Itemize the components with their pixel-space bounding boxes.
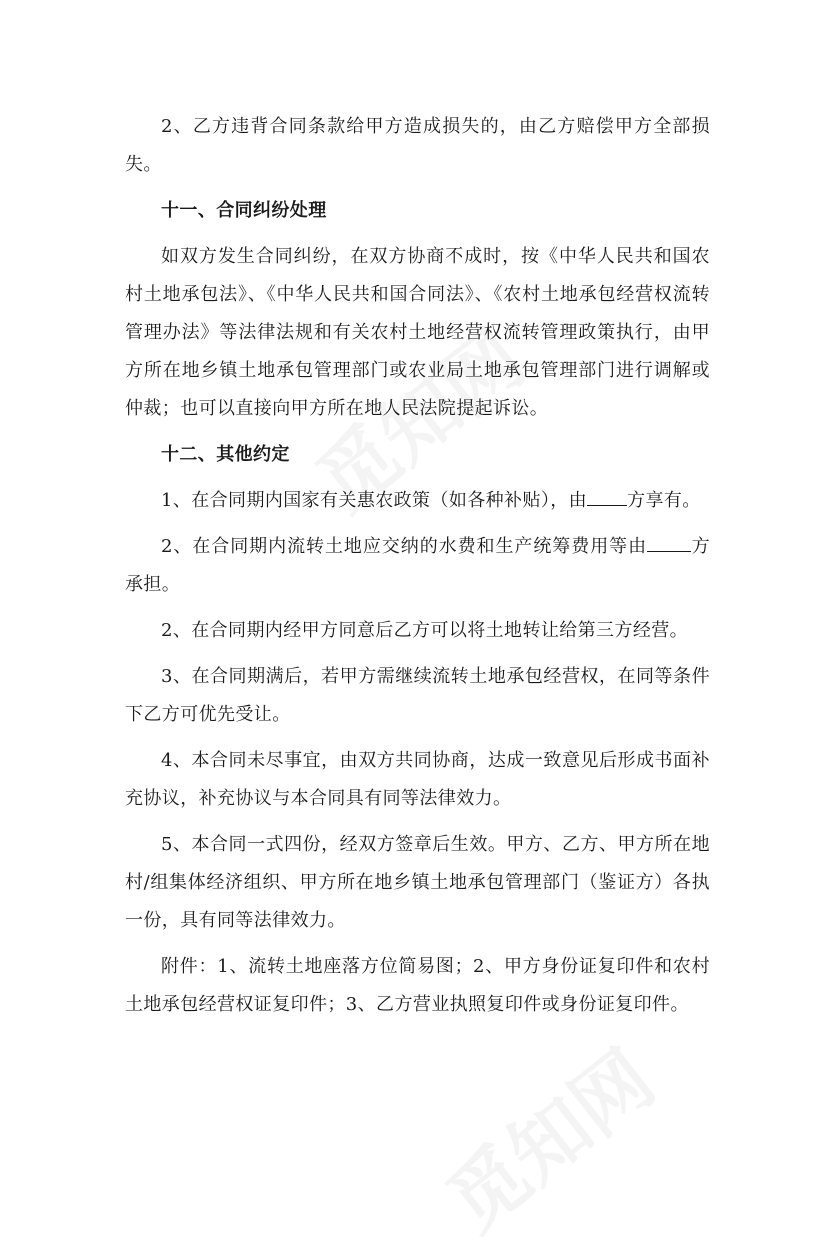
document-body — [125, 108, 710, 1032]
other-terms-item-2 — [125, 528, 710, 604]
section-heading-11: 十一、合同纠纷处理 — [161, 200, 327, 221]
item-1-text: 1、在合同期内国家有关惠农政策（如各种补贴），由 — [161, 490, 588, 511]
watermark-lower — [420, 1020, 673, 1252]
item-2-text-end: 方承担。 — [125, 536, 710, 595]
attachments-paragraph: 附件：1、流转土地座落方位简易图；2、甲方身份证复印件和农村土地承包经营权证复印件；3、乙方营业执照复印件或身份证复印件。 — [125, 956, 710, 1015]
section-heading-12: 十二、其他约定 — [161, 444, 290, 465]
item-2-text: 2、在合同期内流转土地应交纳的水费和生产统筹费用等由 — [161, 536, 648, 557]
dispute-resolution-paragraph: 如双方发生合同纠纷，在双方协商不成时，按《中华人民共和国农村土地承包法》、《中华人民共和国合同法》、《农村土地承包经营权流转管理办法》等法律法规和有关农村土地经营权流转管理政策执行，由甲方所在地乡镇土地承包管理部门或农业局土地承包管理部门进行调解或仲裁；也可以直接向甲方所在地人民法院提起诉讼。 — [125, 246, 710, 419]
item-1-text-end: 方享有。 — [627, 490, 701, 511]
other-terms-item-3: 3、在合同期满后，若甲方需继续流转土地承包经营权，在同等条件下乙方可优先受让。 — [125, 666, 710, 725]
other-terms-item-2b: 2、在合同期内经甲方同意后乙方可以将土地转让给第三方经营。 — [161, 620, 689, 641]
clause-10-item-2: 2、乙方违背合同条款给甲方造成损失的，由乙方赔偿甲方全部损失。 — [125, 116, 710, 175]
other-terms-item-5: 5、本合同一式四份，经双方签章后生效。甲方、乙方、甲方所在地村/组集体经济组织、甲方所在地乡镇土地承包管理部门（鉴证方）各执一份，具有同等法律效力。 — [125, 834, 710, 931]
other-terms-item-4: 4、本合同未尽事宜，由双方共同协商，达成一致意见后形成书面补充协议，补充协议与本合同具有同等法律效力。 — [125, 750, 710, 809]
fill-in-blank — [587, 483, 627, 506]
fill-in-blank — [647, 529, 691, 552]
other-terms-item-1 — [125, 482, 710, 520]
